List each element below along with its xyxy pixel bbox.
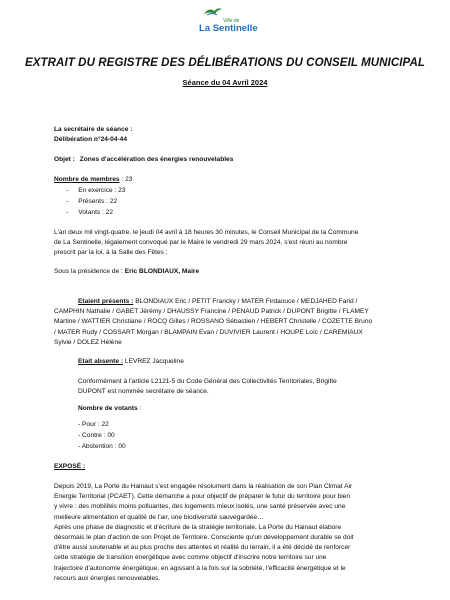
town-logo [197,6,257,40]
conformement-paragraph: Conformément à l'article L2121-5 du Code Général des Collectivités Territoriales, Brigitte DUPONT est nommée secrétaire de séance. [78,378,337,396]
membres-item: - En exercice : 23 [66,187,126,194]
seance-date: Séance du 04 Avril 2024 [182,78,268,87]
presidence-line [54,267,199,277]
votants-line [78,404,141,414]
objet-value: Zones d'accélération des énergies renouvelables [79,156,234,163]
logo-top-text: Ville de [223,18,240,24]
page-title: EXTRAIT DU REGISTRE DES DÉLIBÉRATIONS DU CONSEIL MUNICIPAL [24,57,426,69]
presidence-name: Eric BLONDIAUX, Maire [124,268,200,275]
votants-suffix: : [139,405,142,412]
votants-label: Nombre de votants [78,405,138,412]
membres-line [54,175,132,185]
absents-line [78,357,184,367]
vote-item: - Abstention : 00 [78,443,126,450]
membres-item: - Présents : 22 [66,198,118,205]
intro-paragraph: L'an deux mil vingt-quatre, le jeudi 04 avril à 18 heures 30 minutes, le Conseil Municipal de la Commune de La Sentinelle, légalement convoqué par le Maire le vendredi 29 mars 2024, s'est réuni au nombre prescrit par la loi, à la Salle des Fêtes ; [54,229,359,257]
expose-heading: EXPOSÉ : [54,463,86,470]
expose-paragraph: Depuis 2019, La Porte du Hainaut s'est engagée résolument dans la réalisation de son Plan Climat Air Energie Territorial (PCAET). Cette démarche a pour objectif de préparer le futur du territoire pour bien y vivre : des mobilités moins polluantes, des logements mieux isolés, une santé préservée avec une meilleure alimentation et qualité de l'air, une biodiversité sauvegardée… Après une phase de diagnostic et d'écriture de la stratégie territoriale, La Porte du Hainaut élabore désormais le plan d'action de son Projet de Territoire. Consciente qu'un développement durable se doit d'être aussi soutenable et au plus proche des attentes et réalité du terrain, il a été décidé de renforcer cette stratégie de transition énergétique avec comme objectif d'inscrire notre territoire sur une trajectoire d'autonomie énergétique, en agissant à la fois sur la sobriété, l'efficacité énergétique et le recours aux énergies renouvelables. [54,483,354,582]
objet-label: Objet : [54,156,75,163]
deliberation-number: Délibération n°24-04-44 [54,136,127,143]
vote-item: - Pour : 22 [78,421,109,428]
absents-value: LEVREZ Jacqueline [124,358,184,365]
membres-item: - Votants : 22 [66,209,114,216]
presents-label: Etaient présents : [78,298,134,305]
objet-line [54,155,233,165]
secretaire-label: La secrétaire de séance : [54,126,133,133]
logo-name: La Sentinelle [199,23,258,34]
presents-paragraph: Etaient présents : BLONDIAUX Eric / PETIT Francky / MATER Firdaouce / MEDJAHED Farid / CAMPHIN Nathalie / GABET Jérémy / DHAUSSY Francine / PENAUD Patrick / DUPONT Brigitte / FLAMEY Martine / WATTIER Christiane / ROCQ Gilles / ROSSANO Sébastien / HEBERT Christelle / COZETTE Bruno / MATER Rudy / COSSART Morgan / BLAMPAIN Evan / DUVIVIER Laurent / HOUPE Loïc / CAREMIAUX Sylvie / DOLEZ Hélène [54,298,373,346]
vote-item: - Contre : 00 [78,432,115,439]
membres-value: : 23 [121,176,133,183]
logo-bird-icon [203,6,223,16]
membres-label: Nombre de membres [54,176,120,183]
absents-label: Etait absente : [78,358,124,365]
presidence-prefix: Sous la présidence de : [54,268,123,275]
